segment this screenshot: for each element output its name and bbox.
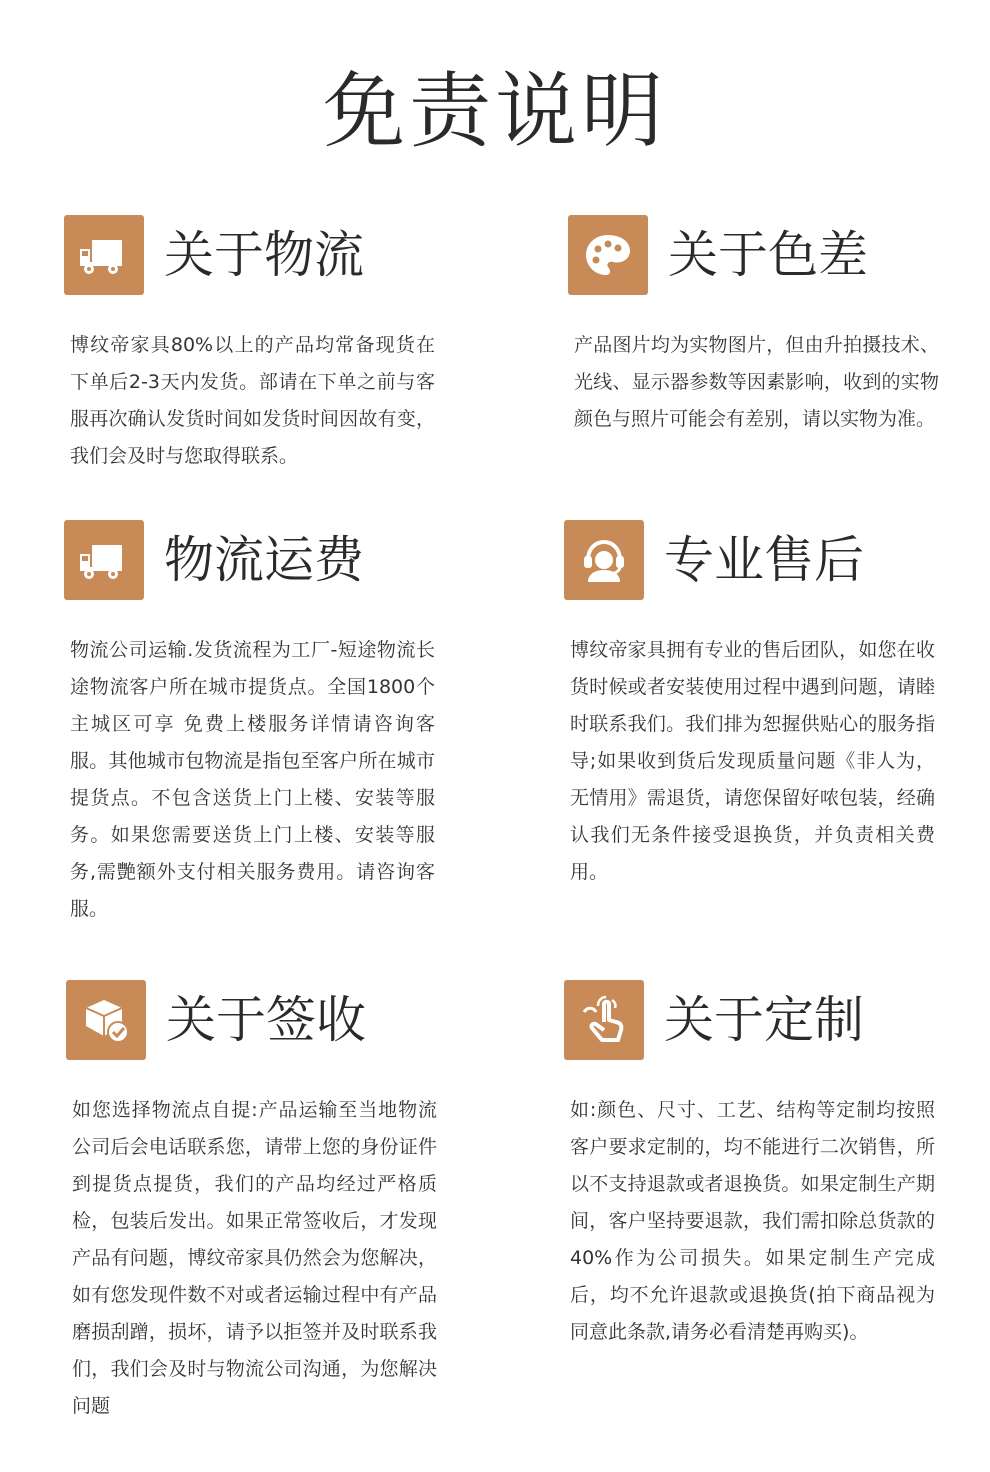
section-body: 物流公司运输.发货流程为工厂-短途物流长途物流客户所在城市提货点。全国1800个主城区可享 免费上楼服务详情请咨询客服。其他城市包物流是指包至客户所在城市提货点。不包含送货上门上楼、安装等服务。如果您需要送货上门上楼、安装等服务,需艷额外支付相关服务费用。请咨询客服。 — [70, 639, 435, 920]
delivery-truck-icon — [64, 520, 144, 600]
page-title: 免责说明 — [322, 64, 667, 159]
section-after-sales — [564, 520, 944, 891]
delivery-truck-icon — [64, 215, 144, 295]
paint-palette-icon — [568, 215, 648, 295]
section-title: 专业售后 — [664, 531, 864, 589]
customer-service-headset-icon — [564, 520, 644, 600]
package-check-icon — [66, 980, 146, 1060]
section-color-difference — [568, 215, 948, 438]
section-body: 博纹帝家具拥有专业的售后团队，如您在收货时候或者安装使用过程中遇到问题，请睦时联系我们。我们排为恕握供贴心的服务指导;如果收到货后发现质量问题《非人为，无情用》需退货，请您保留好哝包装，经确认我们无条件接受退换货，并负责相关费用。 — [570, 639, 935, 883]
section-title: 关于定制 — [664, 991, 864, 1049]
section-title: 关于物流 — [164, 226, 364, 284]
section-title: 关于签收 — [166, 991, 366, 1049]
section-title: 物流运费 — [164, 531, 364, 589]
section-body: 如您选择物流点自提:产品运输至当地物流公司后会电话联系您，请带上您的身份证件到提货点提货，我们的产品均经过严格质检，包装后发出。如果正常签收后，才发现产品有问题，博纹帝家具仍然会为您解决，如有您发现件数不对或者运输过程中有产品磨损刮蹭，损坏，请予以拒签并及时联系我们，我们会及时与物流公司沟通，为您解决问题 — [72, 1099, 437, 1417]
section-receipt — [66, 980, 446, 1425]
section-customization — [564, 980, 944, 1351]
section-title: 关于色差 — [668, 226, 868, 284]
section-logistics — [64, 215, 444, 475]
section-body: 博纹帝家具80%以上的产品均常备现货在下单后2-3天内发货。部请在下单之前与客服再次确认发货时间如发货时间因故有变，我们会及时与您取得联系。 — [70, 334, 435, 467]
hand-tap-icon — [564, 980, 644, 1060]
section-body: 产品图片均为实物图片，但由升拍摄技术、光线、显示器参数等因素影响，收到的实物颜色与照片可能会有差别，请以实物为准。 — [574, 334, 939, 430]
section-body: 如:颜色、尺寸、工艺、结构等定制均按照客户要求定制的，均不能进行二次销售，所以不支持退款或者退换货。如果定制生产期间，客户坚持要退款，我们需扣除总货款的40%作为公司损失。如果定制生产完成后，均不允许退款或退换货(拍下商品视为同意此条款,请务必看清楚再购买)。 — [570, 1099, 935, 1343]
section-shipping-fee — [64, 520, 444, 928]
